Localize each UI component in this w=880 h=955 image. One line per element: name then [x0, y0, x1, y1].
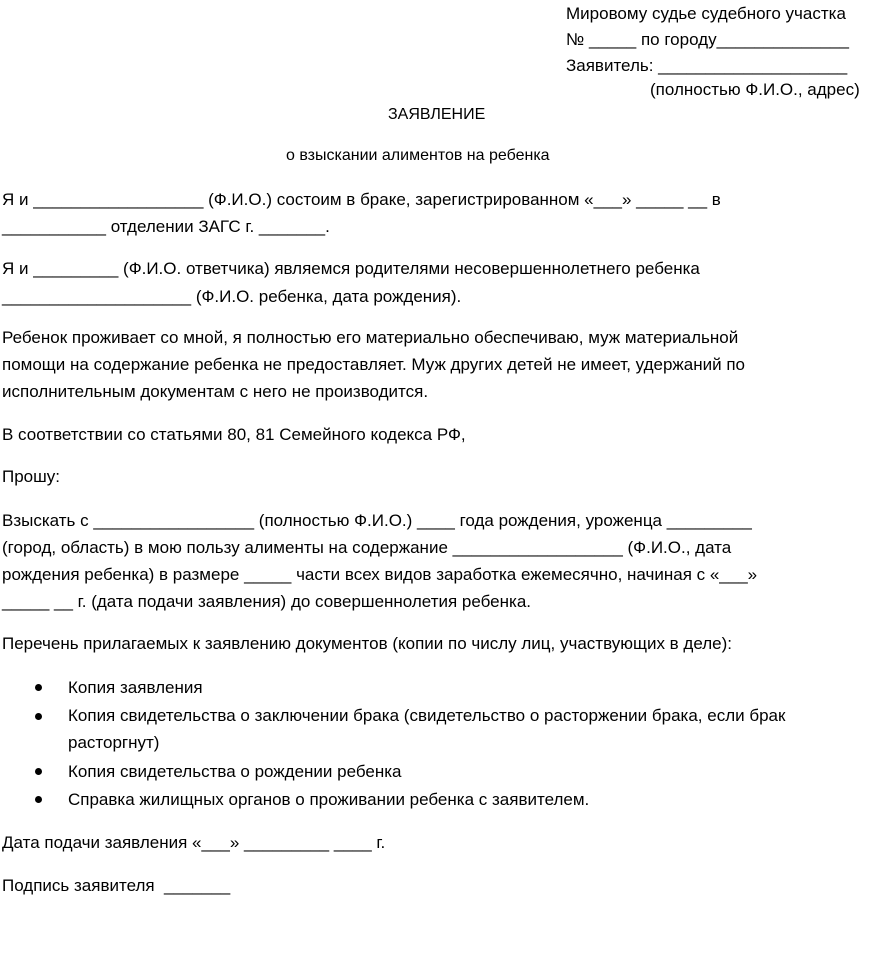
attachment-item: Копия свидетельства о заключении брака (свидетельство о расторжении брака, если брак	[68, 706, 786, 725]
parents-paragraph-line-2: ____________________ (Ф.И.О. ребенка, дата рождения).	[2, 287, 462, 306]
marriage-paragraph-line-2: ___________ отделении ЗАГС г. _______.	[2, 217, 330, 236]
addressee-line: Мировому судье судебного участка	[566, 4, 846, 23]
support-paragraph-line-2: помощи на содержание ребенка не предоставляет. Муж других детей не имеет, удержаний по	[2, 355, 746, 374]
submission-date-line: Дата подачи заявления «___» _________ ____ г.	[2, 833, 386, 852]
attachment-item: Копия заявления	[68, 678, 203, 697]
court-number-line: № _____ по городу______________	[566, 30, 849, 49]
marriage-paragraph-line-1: Я и __________________ (Ф.И.О.) состоим в браке, зарегистрированном «___» _____ __ в	[2, 190, 721, 209]
support-paragraph-line-3: исполнительным документам с него не производится.	[2, 382, 429, 401]
request-label: Прошу:	[2, 467, 60, 486]
attachment-item: Справка жилищных органов о проживании ребенка с заявителем.	[68, 790, 590, 809]
signature-line: Подпись заявителя _______	[2, 876, 231, 895]
bullet-icon	[35, 684, 42, 691]
document-subtitle: о взыскании алиментов на ребенка	[286, 147, 550, 164]
bullet-icon	[35, 796, 42, 803]
support-paragraph-line-1: Ребенок проживает со мной, я полностью его материально обеспечиваю, муж материальной	[2, 328, 739, 347]
document-title: ЗАЯВЛЕНИЕ	[388, 106, 486, 123]
attachments-intro: Перечень прилагаемых к заявлению документов (копии по числу лиц, участвующих в деле):	[2, 634, 733, 653]
bullet-icon	[35, 768, 42, 775]
legal-basis-line: В соответствии со статьями 80, 81 Семейного кодекса РФ,	[2, 425, 466, 444]
request-paragraph-line-3: рождения ребенка) в размере _____ части всех видов заработка ежемесячно, начиная с «___»	[2, 565, 758, 584]
applicant-line: Заявитель: ____________________	[566, 56, 848, 75]
attachment-item-continuation: расторгнут)	[68, 733, 160, 752]
request-paragraph-line-4: _____ __ г. (дата подачи заявления) до совершеннолетия ребенка.	[2, 592, 532, 611]
attachment-item: Копия свидетельства о рождении ребенка	[68, 762, 402, 781]
parents-paragraph-line-1: Я и _________ (Ф.И.О. ответчика) являемся родителями несовершеннолетнего ребенка	[2, 259, 700, 278]
request-paragraph-line-2: (город, область) в мою пользу алименты на содержание __________________ (Ф.И.О., дата	[2, 538, 732, 557]
request-paragraph-line-1: Взыскать с _________________ (полностью Ф.И.О.) ____ года рождения, уроженца _________	[2, 511, 752, 530]
bullet-icon	[35, 713, 42, 720]
applicant-hint: (полностью Ф.И.О., адрес)	[650, 80, 860, 99]
